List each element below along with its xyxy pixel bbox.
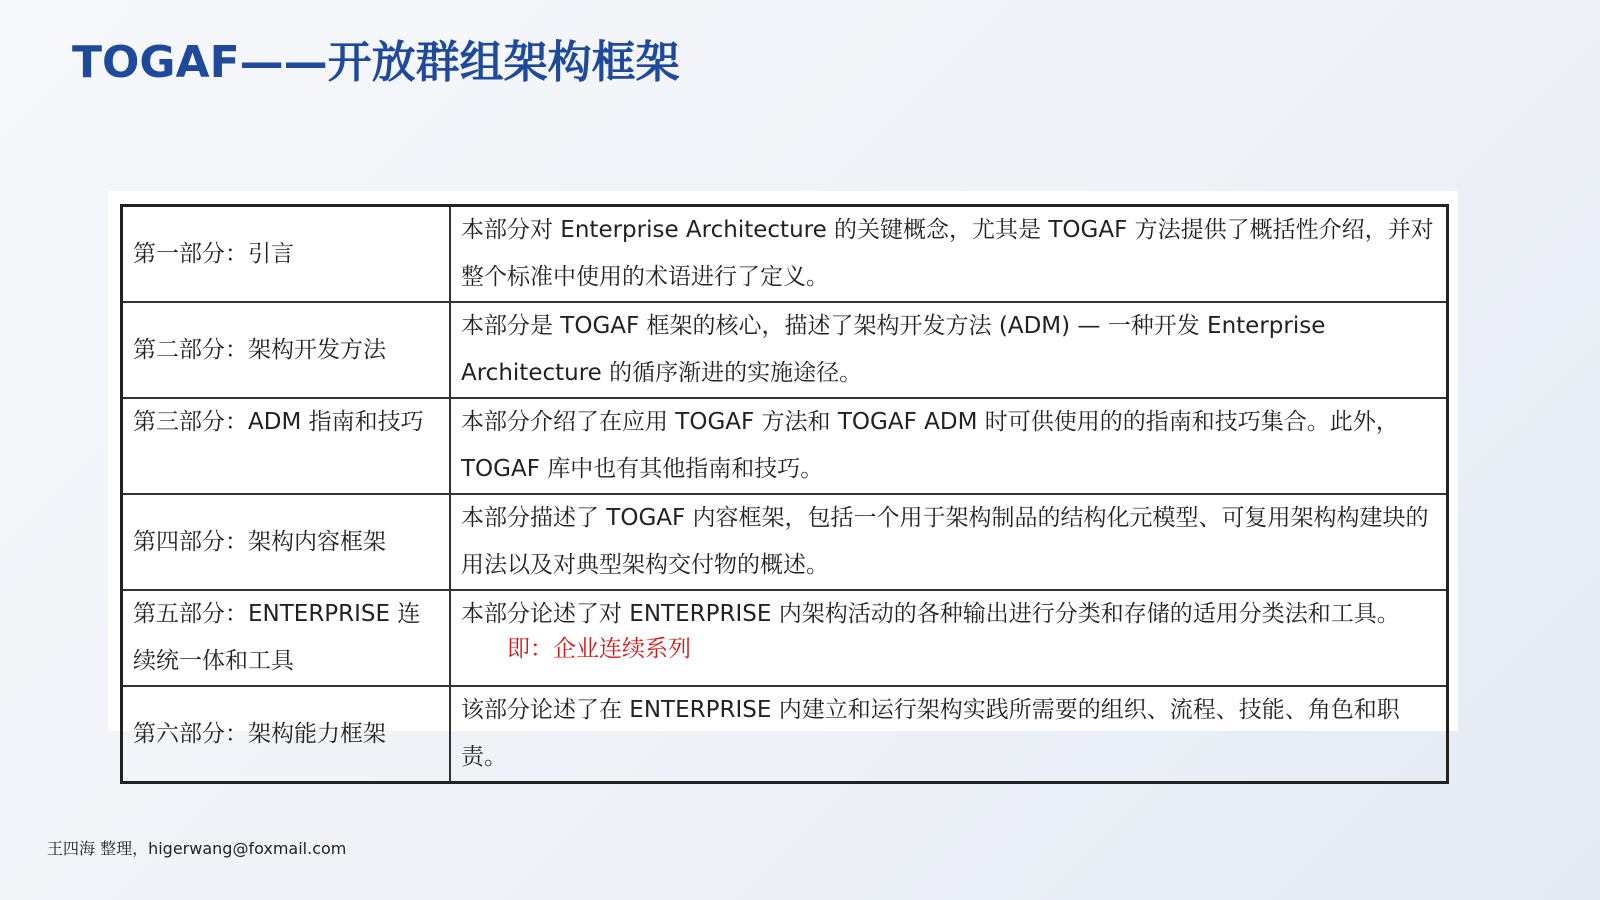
table-row xyxy=(122,590,1448,686)
part-name: 第三部分：ADM 指南和技巧 xyxy=(122,398,451,494)
part-name: 第一部分：引言 xyxy=(122,206,451,303)
table-row xyxy=(122,686,1448,783)
part-description-cell xyxy=(450,590,1448,686)
part-name: 第四部分：架构内容框架 xyxy=(122,494,451,590)
part-name: 第五部分：ENTERPRISE 连续统一体和工具 xyxy=(122,590,451,686)
table-row xyxy=(122,398,1448,494)
part-description: 本部分介绍了在应用 TOGAF 方法和 TOGAF ADM 时可供使用的的指南和技巧集合。此外，TOGAF 库中也有其他指南和技巧。 xyxy=(450,398,1448,494)
part-description: 本部分对 Enterprise Architecture 的关键概念，尤其是 TOGAF 方法提供了概括性介绍，并对整个标准中使用的术语进行了定义。 xyxy=(450,206,1448,303)
part-name: 第二部分：架构开发方法 xyxy=(122,302,451,398)
togaf-parts-table xyxy=(120,204,1449,784)
content-panel xyxy=(108,191,1458,770)
part-name: 第六部分：架构能力框架 xyxy=(122,686,451,783)
table-row xyxy=(122,206,1448,303)
part-description: 本部分描述了 TOGAF 内容框架，包括一个用于架构制品的结构化元模型、可复用架构构建块的用法以及对典型架构交付物的概述。 xyxy=(450,494,1448,590)
table-row xyxy=(122,302,1448,398)
annotation-note: 即：企业连续系列 xyxy=(507,636,691,662)
page-title: TOGAF——开放群组架构框架 xyxy=(72,37,680,88)
footer-credit: 王四海 整理，higerwang@foxmail.com xyxy=(47,839,347,858)
part-description: 本部分是 TOGAF 框架的核心，描述了架构开发方法 (ADM) — 一种开发 Enterprise Architecture 的循序渐进的实施途径。 xyxy=(450,302,1448,398)
table-row xyxy=(122,494,1448,590)
part-description: 本部分论述了对 ENTERPRISE 内架构活动的各种输出进行分类和存储的适用分类法和工具。 xyxy=(461,601,1400,627)
part-description: 该部分论述了在 ENTERPRISE 内建立和运行架构实践所需要的组织、流程、技能、角色和职责。 xyxy=(450,686,1448,783)
